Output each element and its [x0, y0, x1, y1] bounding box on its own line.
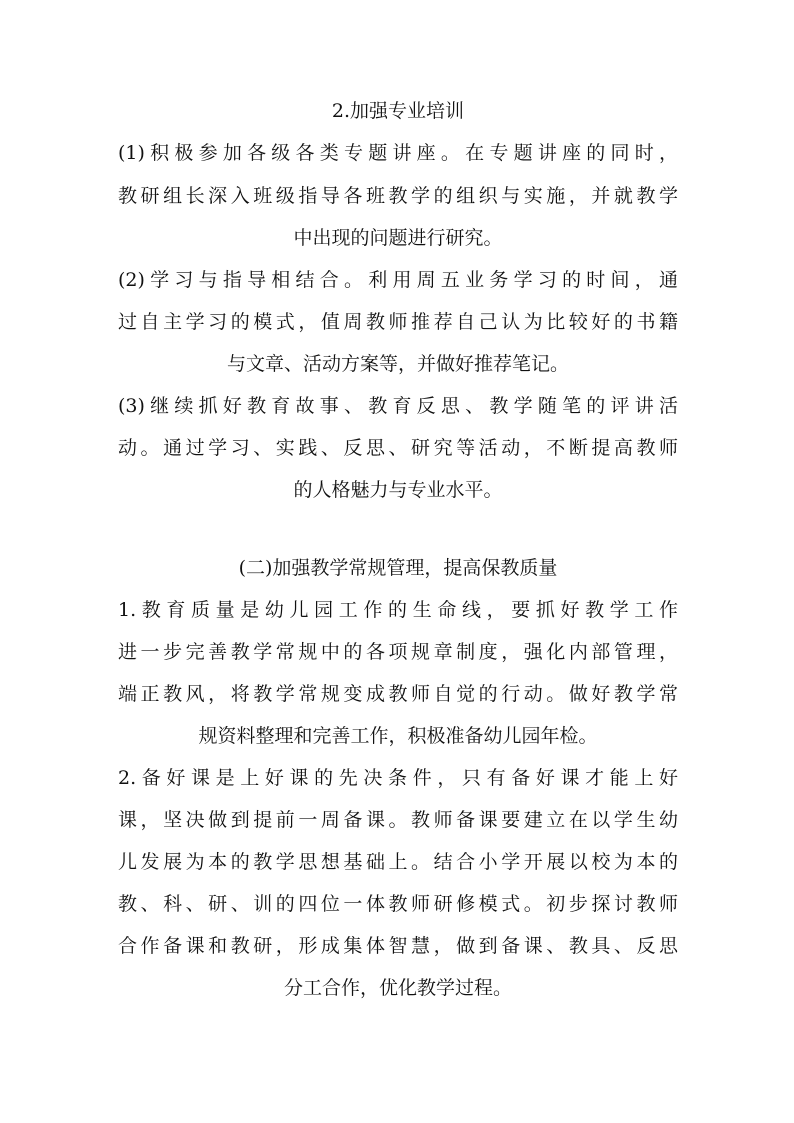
paragraph-line: 1.教育质量是幼儿园工作的生命线，要抓好教学工作 [118, 599, 678, 621]
paragraph-line: (1)积极参加各级各类专题讲座。在专题讲座的同时， [118, 142, 678, 164]
paragraph-line: 课，坚决做到提前一周备课。教师备课要建立在以学生幼 [118, 809, 678, 831]
paragraph-line: (3)继续抓好教育故事、教育反思、教学随笔的评讲活 [118, 395, 678, 417]
paragraph-line: 的人格魅力与专业水平。 [293, 479, 503, 501]
paragraph-line: 分工合作，优化教学过程。 [283, 977, 512, 999]
paragraph-line: 教、科、研、训的四位一体教师研修模式。初步探讨教师 [118, 893, 678, 915]
paragraph-line: 2.备好课是上好课的先决条件，只有备好课才能上好 [118, 767, 678, 789]
paragraph-line: (2)学习与指导相结合。利用周五业务学习的时间，通 [118, 269, 678, 291]
paragraph-line: 合作备课和教研，形成集体智慧，做到备课、教具、反思 [118, 935, 678, 957]
paragraph-line: 中出现的问题进行研究。 [293, 227, 503, 249]
paragraph-line: 与文章、活动方案等，并做好推荐笔记。 [226, 353, 569, 375]
paragraph-line: 进一步完善教学常规中的各项规章制度，强化内部管理， [118, 641, 678, 663]
paragraph-line: 端正教风，将教学常规变成教师自觉的行动。做好教学常 [118, 683, 678, 705]
paragraph-line: 规资料整理和完善工作，积极准备幼儿园年检。 [198, 725, 598, 747]
paragraph-line: 过自主学习的模式，值周教师推荐自己认为比较好的书籍 [118, 311, 678, 333]
paragraph-line: 教研组长深入班级指导各班教学的组织与实施，并就教学 [118, 185, 678, 207]
section-heading-teaching-management: (二)加强教学常规管理，提高保教质量 [238, 557, 558, 579]
paragraph-line: 儿发展为本的教学思想基础上。结合小学开展以校为本的 [118, 851, 678, 873]
section-heading-training: 2.加强专业培训 [331, 100, 465, 122]
paragraph-line: 动。通过学习、实践、反思、研究等活动，不断提高教师 [118, 437, 678, 459]
